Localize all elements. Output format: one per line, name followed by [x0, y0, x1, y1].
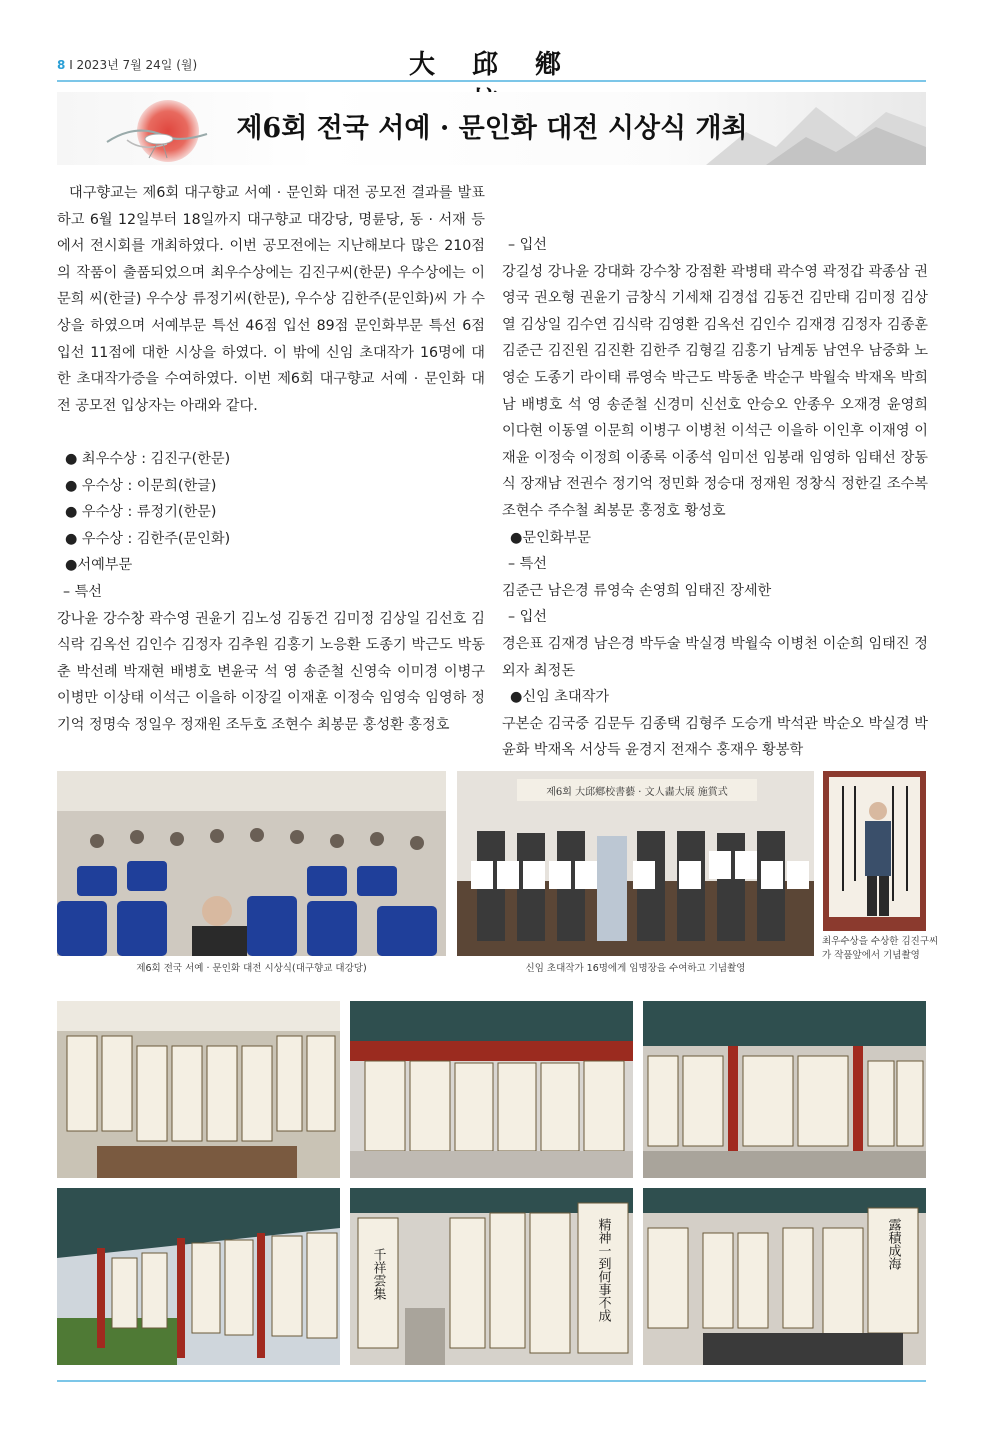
ceremony-photo	[57, 771, 446, 956]
exhibit-photo-6	[643, 1188, 926, 1365]
ceremony-caption: 제6회 전국 서예 · 문인화 대전 시상식(대구향교 대강당)	[136, 963, 367, 974]
left-column	[57, 180, 485, 738]
group-photo	[457, 771, 814, 956]
right-column	[502, 232, 928, 764]
exhibit-photo-3	[643, 1001, 926, 1178]
page-info	[57, 56, 197, 73]
exhibit-photo-5	[350, 1188, 633, 1365]
literati-heading: ●문인화부문	[510, 529, 591, 546]
article-title: 제6회 전국 서예 · 문인화 대전 시상식 개최	[236, 113, 748, 144]
calligraphy-b-text: 精神一到何事不成	[595, 1218, 611, 1322]
intro-paragraph: 대구향교는 제6회 대구향교 서예 · 문인화 대전 공모전 결과를 발표하고 6월 12일부터 18일까지 대구향교 대강당, 명륜당, 동 · 서재 등에서 전시회를 개최하였다. 이번 공모전에는 지난해보다 많은 210점의 작품이 출품되었으며 최우수상에는 김진구씨(한문) 우수상에는 이문희 씨(한글) 우수상 류정기씨(한문), 우수상 김한주(문인화)씨 가 수상을 하였으며 서예부문 특선 46점 입선 89점 문인화부문 특선 6점 입선 11점에 대한 시상을 하였다. 이 밖에 신임 초대작가 16명에 대한 초대작가증을 수여하였다. 이번 제6회 대구향교 서예 · 문인화 대전 공모전 입상자는 아래와 같다.	[57, 185, 485, 414]
exhibit-photo-2	[350, 1001, 633, 1178]
calligraphy-special-label: – 특선	[63, 583, 103, 600]
literati-selected-label: – 입선	[508, 609, 548, 626]
exhibit-photo-1	[57, 1001, 340, 1178]
award-excellence-2: ● 우수상 : 류정기(한문)	[65, 504, 217, 521]
literati-special-list: 김준근 남은경 류영숙 손영희 임태진 장세한	[502, 582, 772, 599]
winner-photo	[823, 771, 926, 931]
exhibit-photo-4	[57, 1188, 340, 1365]
page-number: 8	[57, 58, 66, 72]
award-excellence-3: ● 우수상 : 김한주(문인화)	[65, 530, 231, 547]
literati-special-label: – 특선	[508, 556, 548, 573]
page-header	[57, 44, 926, 80]
stage-banner-text: 제6회 大邱鄕校書藝 · 文人畵大展 施賞式	[546, 787, 728, 798]
calligraphy-c-text: 露積成海	[885, 1218, 901, 1270]
calligraphy-selected-label: – 입선	[508, 237, 548, 253]
calligraphy-heading: ●서예부문	[65, 557, 133, 574]
issue-date: I 2023년 7월 24일 (월)	[69, 58, 198, 72]
award-grand: ● 최우수상 : 김진구(한문)	[65, 450, 231, 467]
winner-caption: 최우수상을 수상한 김진구씨가 작품앞에서 기념촬영	[822, 936, 939, 961]
crane-illustration	[97, 112, 217, 162]
new-artists-list: 구본순 김국중 김문두 김종택 김형주 도승개 박석관 박순오 박실경 박윤화 박재옥 서상득 윤경지 전재수 홍재우 황봉학	[502, 715, 928, 759]
group-caption: 신임 초대작가 16명에게 임명장을 수여하고 기념촬영	[525, 963, 746, 974]
calligraphy-selected-list: 강길성 강나윤 강대화 강수창 강점환 곽병태 곽수영 곽정갑 곽종삼 권영국 권오형 권윤기 금창식 기세채 김경섭 김동건 김만태 김미정 김상열 김상일 김수연 김식락 김영환 김옥선 김인수 김재경 김정자 김종훈 김준근 김진원 김진환 김한주 김형길 김홍기 남계동 남연우 남중화 노영순 도종기 라이태 류영숙 박근도 박동춘 박순구 박월숙 박재옥 박희남 배병호 석 영 송준철 신경미 신선호 안승오 안종우 오재경 윤영희 이다현 이동열 이문희 이병구 이병천 이석근 이을하 이인후 이재영 이재윤 이정숙 이정희 이종록 이종석 임미선 임봉래 임영하 임태선 장동식 장재남 전권수 정기억 정민화 정승대 정재원 정창식 정한길 조수복 조현수 주수철 최봉문 홍정호 황성호	[502, 263, 928, 519]
header-rule	[57, 80, 926, 82]
award-excellence-1: ● 우수상 : 이문희(한글)	[65, 477, 217, 494]
calligraphy-special-list: 강나윤 강수창 곽수영 권윤기 김노성 김동건 김미정 김상일 김선호 김식락 김옥선 김인수 김정자 김추원 김홍기 노응환 도종기 박근도 박동춘 박선례 박재현 배병호 변윤국 석 영 송준철 신영숙 이미경 이병구 이병만 이상태 이석근 이을하 이장길 이재훈 이정숙 임영숙 임영하 정기억 정명숙 정일우 정재원 조두호 조현수 최봉문 홍성환 홍정호	[57, 610, 485, 733]
title-banner	[57, 92, 926, 165]
footer-rule	[57, 1380, 926, 1382]
new-artists-heading: ●신임 초대작가	[510, 689, 610, 706]
masthead: 大 邱 鄕	[408, 50, 576, 80]
calligraphy-a-text: 千祥雲集	[370, 1248, 386, 1300]
literati-selected-list: 경은표 김재경 남은경 박두술 박실경 박월숙 이병천 이순희 임태진 정외자 최정돈	[502, 635, 928, 679]
